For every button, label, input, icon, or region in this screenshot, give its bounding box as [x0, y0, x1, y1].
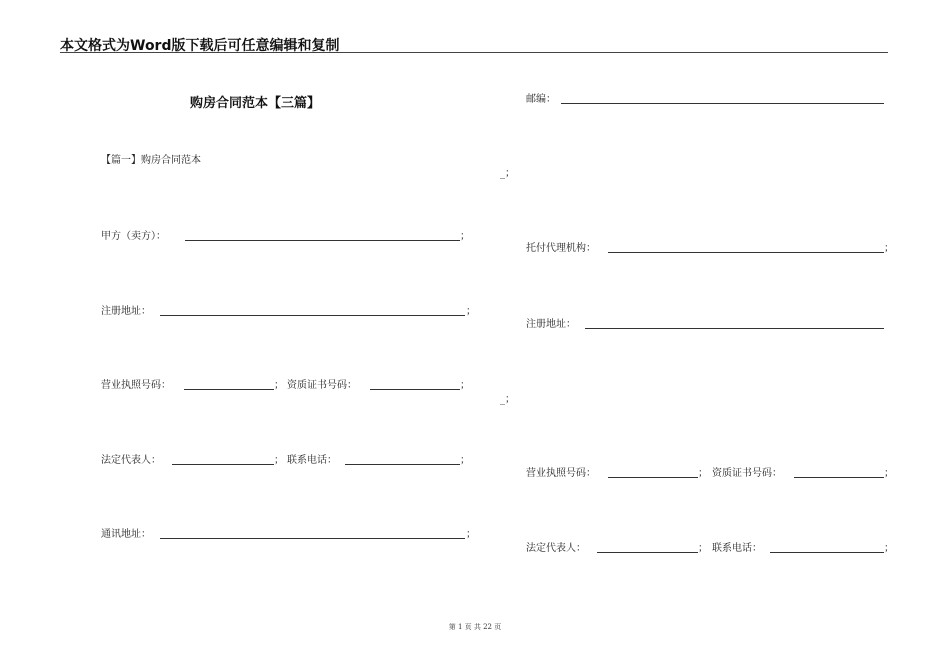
- qualification-field[interactable]: [370, 378, 460, 390]
- semicolon: ；: [274, 455, 284, 466]
- semicolon: ；: [466, 306, 476, 317]
- semicolon: ；: [274, 380, 284, 391]
- semicolon: ；: [884, 468, 894, 479]
- semicolon: ；: [698, 468, 708, 479]
- continuation-mark: _；: [500, 168, 515, 179]
- seller-field[interactable]: [185, 229, 460, 241]
- document-header: 本文格式为Word版下载后可任意编辑和复制: [60, 38, 340, 54]
- reg-address-field[interactable]: [160, 304, 465, 316]
- legal-rep-label: 法定代表人：: [101, 455, 161, 466]
- qualification-field[interactable]: [794, 466, 884, 478]
- legal-rep-field[interactable]: [597, 541, 698, 553]
- mail-address-label: 通讯地址：: [101, 529, 151, 540]
- reg-address-field[interactable]: [585, 317, 884, 329]
- business-license-label: 营业执照号码：: [101, 380, 171, 391]
- agent-label: 托付代理机构：: [526, 243, 596, 254]
- legal-rep-label: 法定代表人：: [526, 543, 586, 554]
- document-title: 购房合同范本【三篇】: [190, 96, 321, 111]
- phone-label: 联系电话：: [287, 455, 337, 466]
- semicolon: ；: [460, 231, 470, 242]
- mail-address-field[interactable]: [160, 527, 465, 539]
- postcode-label: 邮编：: [526, 94, 556, 105]
- semicolon: ；: [884, 543, 894, 554]
- page-number: 第 1 页 共 22 页: [448, 623, 502, 631]
- semicolon: ；: [884, 243, 894, 254]
- reg-address-label: 注册地址：: [526, 319, 576, 330]
- phone-field[interactable]: [770, 541, 884, 553]
- business-license-field[interactable]: [184, 378, 274, 390]
- business-license-field[interactable]: [608, 466, 698, 478]
- section-heading: 【篇一】购房合同范本: [101, 155, 201, 166]
- semicolon: ；: [698, 543, 708, 554]
- header-divider: [60, 52, 888, 53]
- agent-field[interactable]: [608, 241, 884, 253]
- reg-address-label: 注册地址：: [101, 306, 151, 317]
- semicolon: ；: [460, 380, 470, 391]
- business-license-label: 营业执照号码：: [526, 468, 596, 479]
- phone-label: 联系电话：: [712, 543, 762, 554]
- phone-field[interactable]: [345, 453, 460, 465]
- seller-label: 甲方（卖方）：: [101, 231, 166, 242]
- continuation-mark: _；: [500, 394, 515, 405]
- semicolon: ；: [460, 455, 470, 466]
- qualification-label: 资质证书号码：: [712, 468, 782, 479]
- semicolon: ；: [466, 529, 476, 540]
- postcode-field[interactable]: [561, 92, 884, 104]
- qualification-label: 资质证书号码：: [287, 380, 357, 391]
- legal-rep-field[interactable]: [172, 453, 274, 465]
